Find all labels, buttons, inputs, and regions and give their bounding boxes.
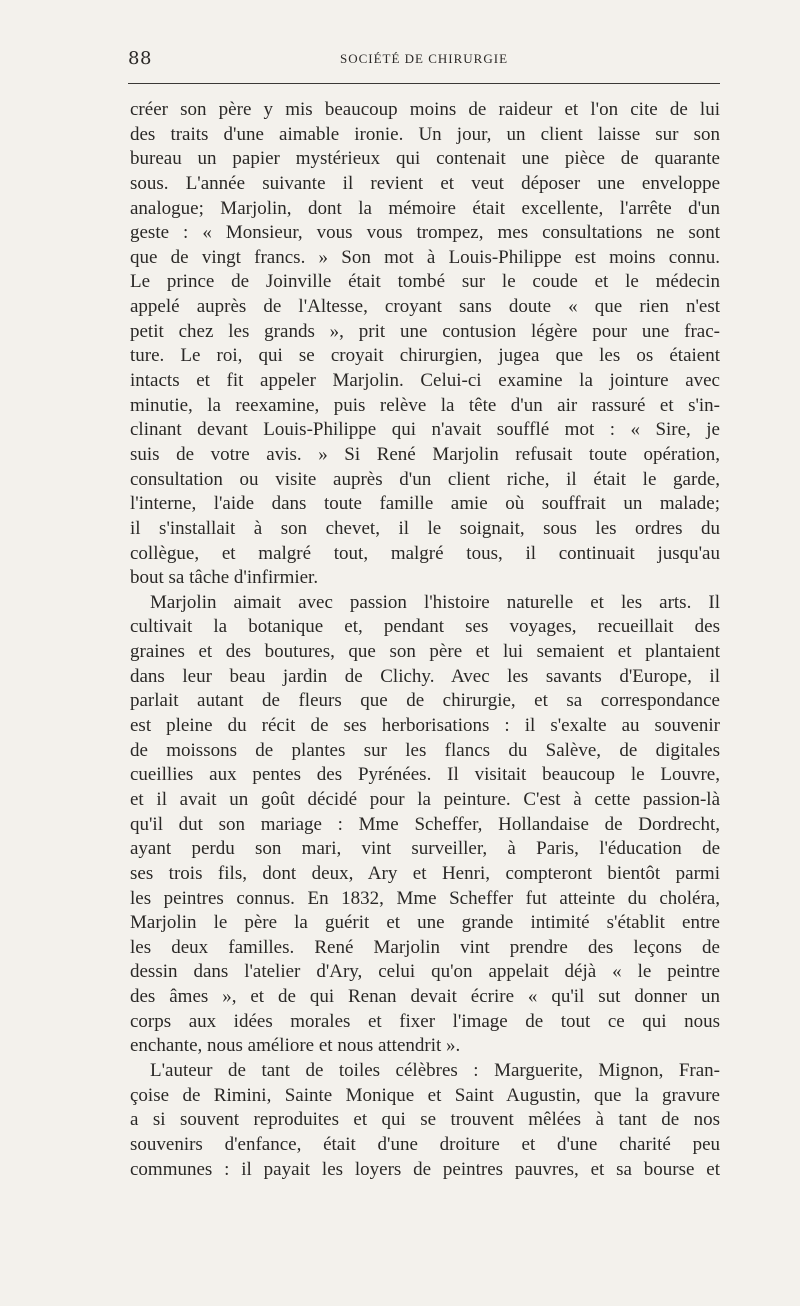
text-line: clinant devant Louis-Philippe qui n'avait soufflé mot : « Sire, je: [130, 419, 720, 441]
text-line: des traits d'une aimable ironie. Un jour, un client laisse sur son: [130, 123, 720, 145]
text-line: cueillies aux pentes des Pyrénées. Il visitait beaucoup le Louvre,: [130, 764, 720, 786]
text-line: communes : il payait les loyers de peintres pauvres, et sa bourse et: [130, 1158, 720, 1180]
text-line: créer son père y mis beaucoup moins de raideur et l'on cite de lui: [130, 99, 720, 120]
text-line: enchante, nous améliore et nous attendrit ».: [130, 1035, 461, 1057]
page-number: 88: [128, 48, 152, 69]
text-line: bureau un papier mystérieux qui contenait une pièce de quarante: [130, 148, 720, 170]
text-line: collègue, et malgré tout, malgré tous, il continuait jusqu'au: [130, 542, 720, 564]
text-line: Marjolin le père la guérit et une grande intimité s'établit entre: [130, 912, 720, 934]
running-title: SOCIÉTÉ DE CHIRURGIE: [339, 51, 509, 66]
text-line: les peintres connus. En 1832, Mme Scheffer fut atteinte du choléra,: [130, 887, 720, 909]
text-line: Le prince de Joinville était tombé sur le coude et le médecin: [130, 271, 720, 293]
text-line: ture. Le roi, qui se croyait chirurgien, jugea que les os étaient: [130, 345, 720, 367]
text-line: parlait autant de fleurs que de chirurgie, et sa correspondance: [130, 690, 720, 712]
text-line: bout sa tâche d'infirmier.: [130, 567, 319, 589]
header-rule: [128, 83, 720, 84]
text-line: consultation ou visite auprès d'un client riche, il était le garde,: [130, 468, 720, 490]
text-line: Marjolin aimait avec passion l'histoire naturelle et les arts. Il: [150, 591, 720, 613]
text-line: des âmes », et de qui Renan devait écrire « qu'il sut donner un: [130, 986, 720, 1008]
text-line: il s'installait à son chevet, il le soignait, sous les ordres du: [130, 517, 720, 539]
text-line: ayant perdu son mari, vint surveiller, à Paris, l'éducation de: [130, 838, 720, 860]
text-line: L'auteur de tant de toiles célèbres : Marguerite, Mignon, Fran-: [150, 1059, 720, 1081]
text-line: petit chez les grands », prit une contusion légère pour une frac-: [130, 320, 720, 342]
text-line: l'interne, l'aide dans toute famille amie où souffrait un malade;: [130, 493, 720, 515]
text-line: qu'il dut son mariage : Mme Scheffer, Hollandaise de Dordrecht,: [130, 813, 720, 835]
body-text: [130, 98, 720, 1182]
text-line: appelé auprès de l'Altesse, croyant sans doute « que rien n'est: [130, 296, 720, 318]
text-line: suis de votre avis. » Si René Marjolin refusait toute opération,: [130, 443, 720, 465]
text-line: çoise de Rimini, Sainte Monique et Saint Augustin, que la gravure: [130, 1084, 720, 1106]
text-line: dans leur beau jardin de Clichy. Avec les savants d'Europe, il: [130, 665, 720, 687]
text-line: graines et des boutures, que son père et lui semaient et plantaient: [130, 641, 720, 663]
text-line: analogue; Marjolin, dont la mémoire était excellente, l'arrête d'un: [130, 197, 720, 219]
text-line: a si souvent reproduites et qui se trouvent mêlées à tant de nos: [130, 1109, 720, 1131]
text-line: cultivait la botanique et, pendant ses voyages, recueillait des: [130, 616, 720, 638]
text-line: intacts et fit appeler Marjolin. Celui-ci examine la jointure avec: [130, 370, 720, 392]
paragraph: [130, 98, 720, 591]
text-line: que de vingt francs. » Son mot à Louis-Philippe est moins connu.: [130, 246, 720, 268]
text-line: corps aux idées morales et fixer l'image de tout ce qui nous: [130, 1010, 720, 1032]
text-line: et il avait un goût décidé pour la peinture. C'est à cette passion-là: [130, 788, 720, 810]
page-header: [128, 46, 720, 74]
text-line: geste : « Monsieur, vous vous trompez, mes consultations ne sont: [130, 222, 720, 244]
text-line: les deux familles. René Marjolin vint prendre des leçons de: [130, 936, 720, 958]
text-line: est pleine du récit de ses herborisations : il s'exalte au souvenir: [130, 715, 720, 737]
text-line: de moissons de plantes sur les flancs du Salève, de digitales: [130, 739, 720, 761]
text-line: souvenirs d'enfance, était d'une droiture et d'une charité peu: [130, 1133, 720, 1155]
text-line: dessin dans l'atelier d'Ary, celui qu'on appelait déjà « le peintre: [130, 961, 720, 983]
text-line: minutie, la reexamine, puis relève la tête d'un air rassuré et s'in-: [130, 394, 720, 416]
text-line: sous. L'année suivante il revient et veut déposer une enveloppe: [130, 172, 720, 194]
paragraph: [130, 591, 720, 1059]
paragraph: [130, 1059, 720, 1182]
text-line: ses trois fils, dont deux, Ary et Henri, compteront bientôt parmi: [130, 862, 720, 884]
